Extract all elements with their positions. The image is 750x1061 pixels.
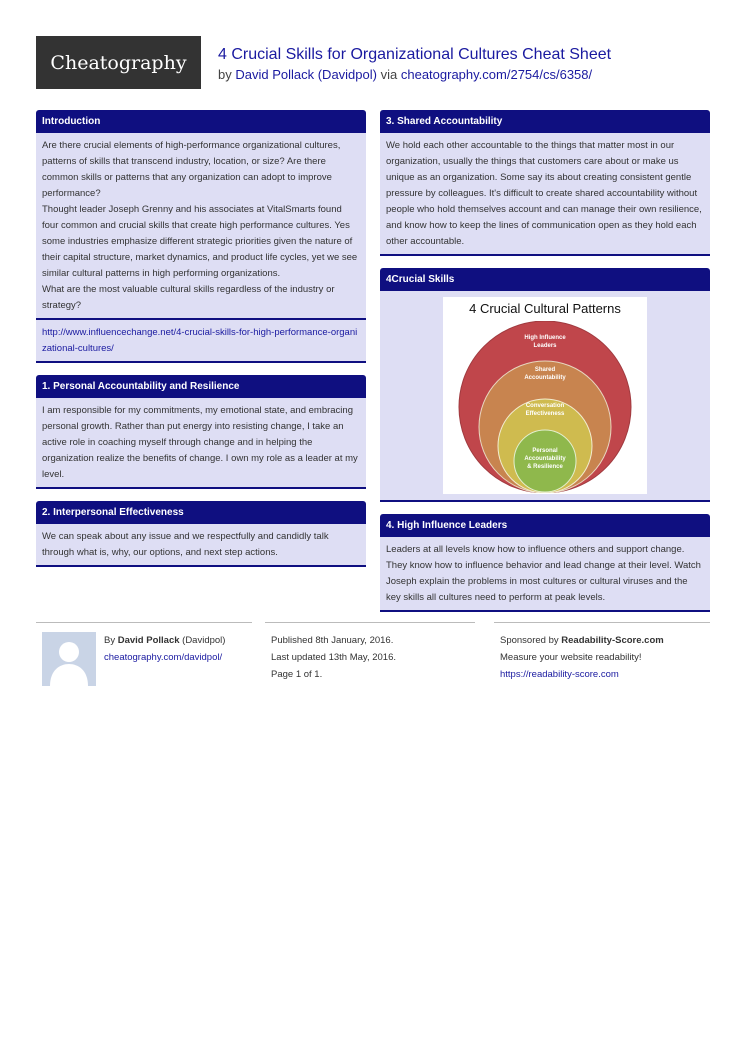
sponsored-by-label: Sponsored by [500,635,559,646]
ring-label: Conversation [525,403,565,409]
section-heading: 4. High Influence Leaders [380,514,710,537]
intro-paragraph: Are there crucial elements of high-performance organizational cultures, patterns of skills that transcend industry, location, or size? Are there common skills or patterns that any organization can adopt to improve performance? [42,140,341,199]
ring-label: Effectiveness [525,411,565,417]
byline [218,67,592,82]
ring-label: Accountability [524,456,566,462]
by-word: by [218,67,232,82]
author-link[interactable]: David Pollack (Davidpol) [235,67,377,82]
left-column [36,110,366,579]
sponsor-tagline: Measure your website readability! [500,652,642,663]
user-silhouette-icon [42,632,96,686]
published-date: Published 8th January, 2016. [271,635,394,646]
footer-sponsor [500,632,664,683]
influencechange-link[interactable]: http://www.influencechange.net/4-crucial-skills-for-high-performance-organizational-cultures/ [42,327,358,354]
footer-divider [494,622,710,623]
section-crucial-skills [380,268,710,502]
footer-divider [265,622,475,623]
footer-author [104,632,225,666]
ring-label: Personal [532,448,558,454]
section-interpersonal-effectiveness [36,501,366,567]
footer-dates [271,632,396,683]
section-link-row [36,318,366,361]
author-profile-link[interactable]: cheatography.com/davidpol/ [104,652,223,663]
by-label: By [104,635,116,646]
page-title: 4 Crucial Skills for Organizational Cultures Cheat Sheet [218,46,612,63]
ring-label: Leaders [533,343,557,349]
image-wrapper [380,291,710,500]
ring-label: Shared [534,367,556,373]
ring-label: & Resilience [527,464,563,470]
page-count: Page 1 of 1. [271,669,323,680]
right-column [380,110,710,624]
updated-date: Last updated 13th May, 2016. [271,652,396,663]
ring-label: High Influence [524,335,566,341]
section-body: Leaders at all levels know how to influence others and support change. They know how to influence behavior and lead change at their level. Watch Joseph explain the problems in most cultures or cultural viruses and the key skills all cultures need to perform at peak levels. [380,537,710,610]
cheatography-logo[interactable]: Cheatography [36,36,201,89]
sponsor-name: Readability-Score.com [561,635,664,646]
intro-paragraph: Thought leader Joseph Grenny and his associates at VitalSmarts found four common and crucial skills that create high performance cultures. Yes some industries emphasize different strategic priorities given the nature of their capital structure, market dynamics, and product life cycles, yet we see similar cultural patterns in high performing organizations. [42,204,358,279]
section-body [36,133,366,318]
section-introduction [36,110,366,363]
section-high-influence-leaders [380,514,710,612]
section-heading: 4Crucial Skills [380,268,710,291]
footer-divider [36,622,252,623]
section-body: We hold each other accountable to the things that matter most in our organization, usually the things that customers care about or make us unique as an organization. Some say its about creating consistent gentle pressure by colleagues. It's difficult to create shared accountability without people who hold themselves account and can manage their own resilience, and know how to keep the lines of communication open as they hold each other accountable. [380,133,710,254]
nested-rings-svg [443,321,647,493]
section-heading: 1. Personal Accountability and Resilience [36,375,366,398]
sheet-url-link[interactable]: cheatography.com/2754/cs/6358/ [400,67,593,82]
ring-label: Accountability [524,375,566,381]
intro-paragraph: What are the most valuable cultural skills regardless of the industry or strategy? [42,284,335,311]
section-shared-accountability [380,110,710,256]
section-personal-accountability [36,375,366,489]
via-word: via [380,67,398,82]
author-avatar[interactable] [42,632,96,686]
section-body: I am responsible for my commitments, my emotional state, and embracing personal growth. Rather than put energy into resisting change, I take an active role in coaching myself through change and in helping the organization realize the benefits of change. I own my role as a leader at my level. [36,398,366,487]
author-handle: (Davidpol) [182,635,226,646]
author-name: David Pollack [117,635,180,646]
section-heading: 3. Shared Accountability [380,110,710,133]
crucial-patterns-diagram [443,297,647,494]
sponsor-link[interactable]: https://readability-score.com [500,669,619,680]
section-body: We can speak about any issue and we respectfully and candidly talk through what is, why, our options, and next step actions. [36,524,366,565]
diagram-title: 4 Crucial Cultural Patterns [469,301,621,316]
section-heading: Introduction [36,110,366,133]
section-heading: 2. Interpersonal Effectiveness [36,501,366,524]
